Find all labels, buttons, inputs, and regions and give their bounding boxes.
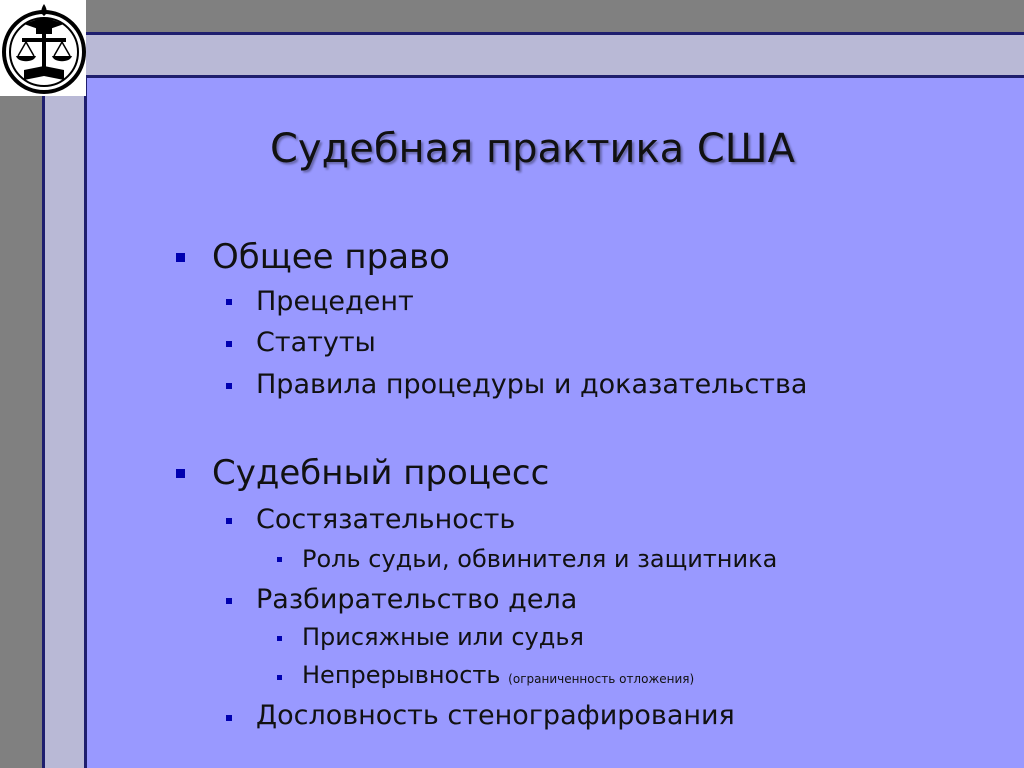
section-label: Общее право [212, 237, 450, 277]
list-item [302, 661, 694, 689]
frame-left-line [42, 35, 45, 768]
list-item: Прецедент [256, 286, 414, 317]
bullet-square-icon [226, 518, 232, 524]
bullet-square-icon [226, 299, 232, 305]
list-item: Присяжные или судья [302, 623, 584, 651]
left-strip [42, 35, 84, 768]
list-item: Роль судьи, обвинителя и защитника [302, 545, 778, 573]
list-item: Статуты [256, 327, 376, 358]
slide-title: Судебная практика США [270, 126, 795, 172]
bullet-square-icon [277, 675, 282, 680]
bullet-square-icon [226, 715, 232, 721]
bullet-square-icon [226, 598, 232, 604]
bullet-square-icon [176, 469, 185, 478]
scales-of-justice-icon [0, 0, 86, 96]
list-item-note: (ограниченность отложения) [508, 672, 695, 686]
list-item: Правила процедуры и доказательства [256, 369, 808, 400]
bullet-square-icon [277, 557, 282, 562]
frame-top-line [42, 32, 1024, 35]
bullet-square-icon [277, 636, 282, 641]
top-band [0, 0, 1024, 32]
bullet-square-icon [226, 383, 232, 389]
list-item: Состязательность [256, 504, 516, 535]
bullet-square-icon [176, 253, 185, 262]
list-item: Дословность стенографирования [256, 700, 735, 731]
list-item: Разбирательство дела [256, 584, 578, 615]
section-label: Судебный процесс [212, 453, 550, 493]
bullet-square-icon [226, 341, 232, 347]
logo [0, 0, 86, 96]
header-band [42, 35, 1024, 75]
list-item-label: Непрерывность [302, 661, 501, 689]
